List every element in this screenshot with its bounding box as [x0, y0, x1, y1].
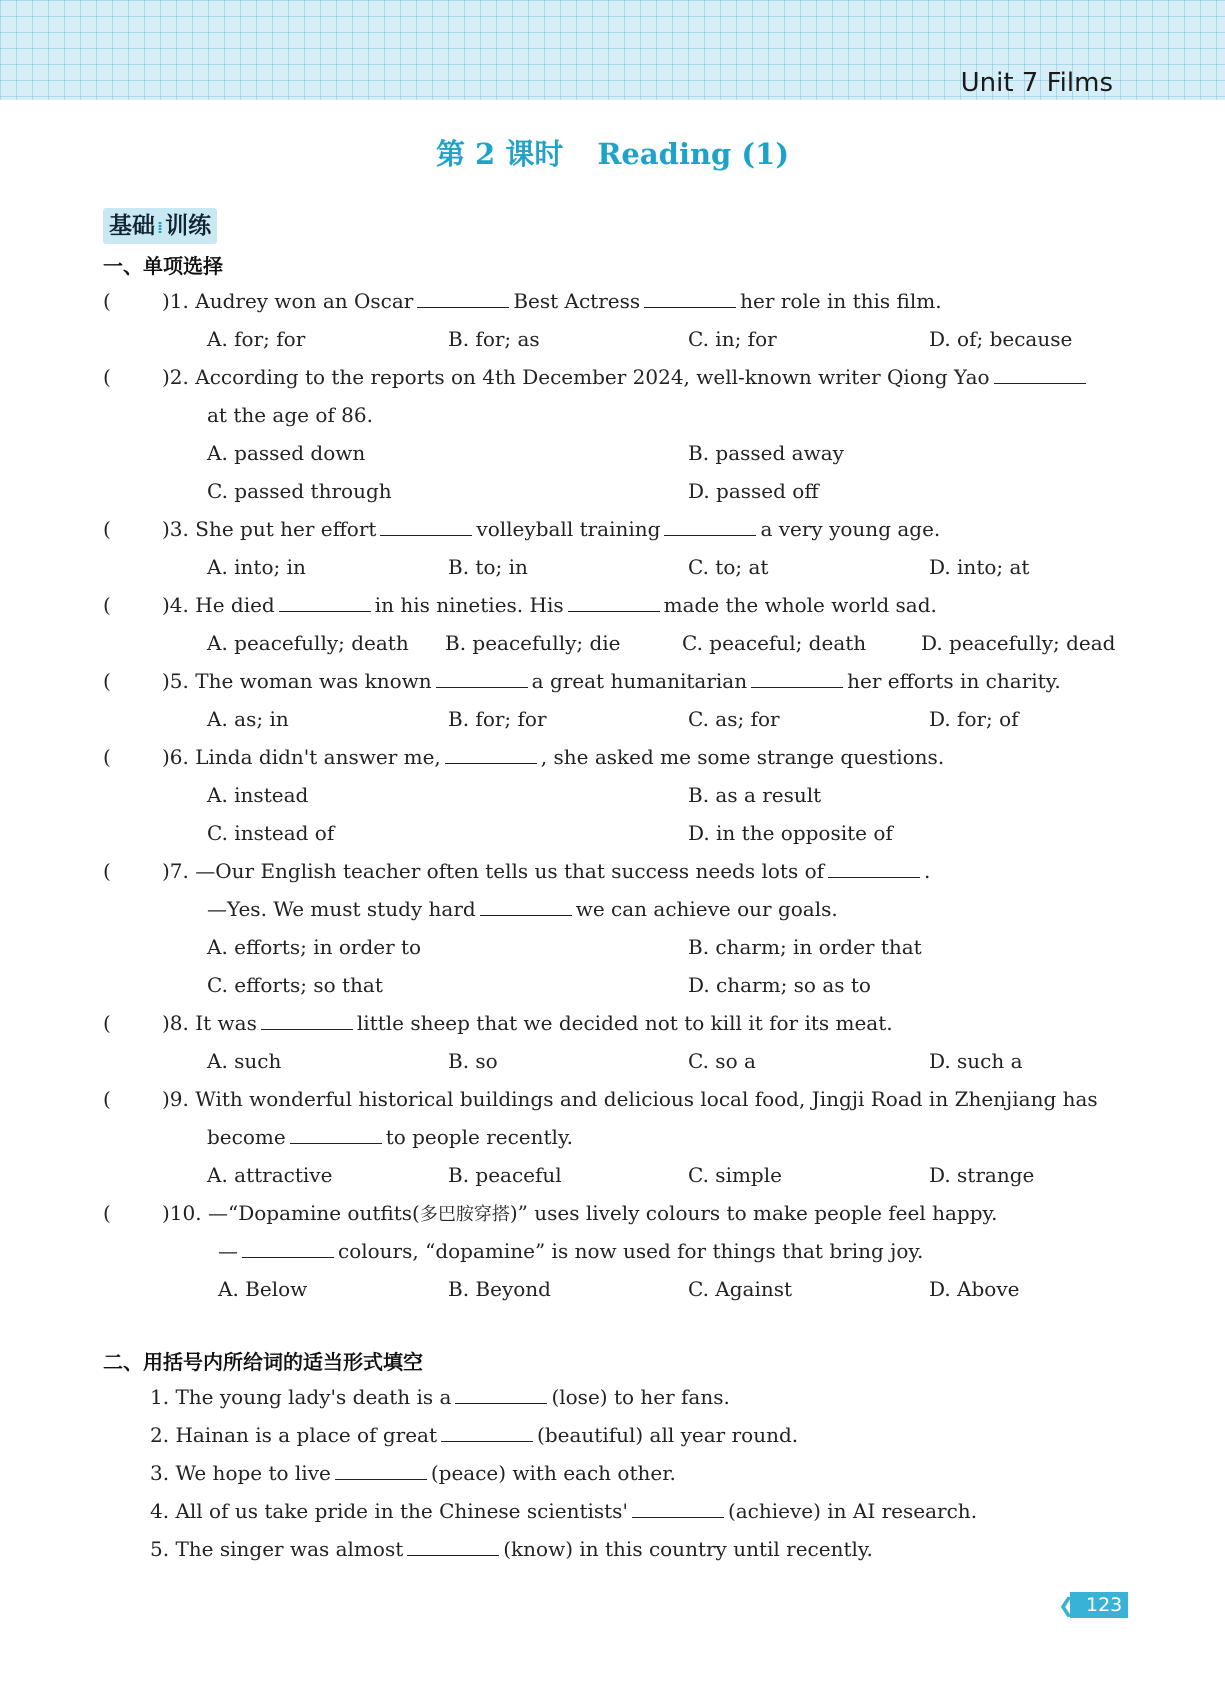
- option-c[interactable]: C. to; at: [688, 555, 769, 579]
- blank[interactable]: [828, 859, 920, 878]
- option-a[interactable]: A. for; for: [207, 327, 306, 351]
- option-c[interactable]: C. as; for: [688, 707, 780, 731]
- blank[interactable]: [644, 289, 736, 308]
- blank[interactable]: [632, 1499, 724, 1518]
- blank[interactable]: [279, 593, 371, 612]
- option-d[interactable]: D. peacefully; dead: [921, 631, 1116, 655]
- option-a[interactable]: A. passed down: [207, 441, 366, 465]
- question-text: )4. He died in his nineties. His made the whole world sad.: [162, 593, 937, 617]
- fill-text: 4. All of us take pride in the Chinese scientists' (achieve) in AI research.: [150, 1499, 978, 1523]
- option-c[interactable]: C. efforts; so that: [207, 973, 383, 997]
- lesson-reading: Reading (1): [597, 137, 790, 171]
- answer-paren[interactable]: (: [103, 859, 111, 883]
- option-d[interactable]: D. for; of: [929, 707, 1019, 731]
- lesson-title: [0, 132, 1225, 173]
- question-text: )9. With wonderful historical buildings and delicious local food, Jingji Road in Zhenjiang has: [162, 1087, 1098, 1111]
- blank[interactable]: [407, 1537, 499, 1556]
- blank[interactable]: [455, 1385, 547, 1404]
- option-b[interactable]: B. passed away: [688, 441, 844, 465]
- option-d[interactable]: D. into; at: [929, 555, 1030, 579]
- question-text: )5. The woman was known a great humanitarian her efforts in charity.: [162, 669, 1061, 693]
- answer-paren[interactable]: (: [103, 745, 111, 769]
- option-c[interactable]: C. passed through: [207, 479, 392, 503]
- option-c[interactable]: C. peaceful; death: [682, 631, 867, 655]
- blank[interactable]: [290, 1125, 382, 1144]
- option-d[interactable]: D. Above: [929, 1277, 1020, 1301]
- unit-title: Unit 7 Films: [960, 68, 1113, 98]
- option-a[interactable]: A. such: [207, 1049, 282, 1073]
- question-text: )6. Linda didn't answer me, , she asked me some strange questions.: [162, 745, 945, 769]
- question-text-cont: become to people recently.: [207, 1125, 573, 1149]
- option-d[interactable]: D. charm; so as to: [688, 973, 871, 997]
- page-number-text: 123: [1086, 1594, 1123, 1616]
- blank[interactable]: [261, 1011, 353, 1030]
- option-b[interactable]: B. Beyond: [448, 1277, 551, 1301]
- question-text: )3. She put her effort volleyball training a very young age.: [162, 517, 941, 541]
- lesson-number: 第 2 课时: [435, 137, 564, 171]
- fill-text: 5. The singer was almost (know) in this country until recently.: [150, 1537, 873, 1561]
- option-c[interactable]: C. in; for: [688, 327, 777, 351]
- question-text: )10. —“Dopamine outfits(多巴胺穿搭)” uses lively colours to make people feel happy.: [162, 1201, 998, 1225]
- option-b[interactable]: B. peacefully; die: [445, 631, 621, 655]
- fill-text: 1. The young lady's death is a (lose) to her fans.: [150, 1385, 730, 1409]
- answer-paren[interactable]: (: [103, 1087, 111, 1111]
- blank[interactable]: [242, 1239, 334, 1258]
- option-c[interactable]: C. so a: [688, 1049, 756, 1073]
- blank[interactable]: [994, 365, 1086, 384]
- question-text-cont: —Yes. We must study hard we can achieve our goals.: [207, 897, 838, 921]
- question-text: )8. It was little sheep that we decided not to kill it for its meat.: [162, 1011, 893, 1035]
- question-text-cont: at the age of 86.: [207, 403, 373, 427]
- option-b[interactable]: B. as a result: [688, 783, 822, 807]
- question-text: )2. According to the reports on 4th December 2024, well-known writer Qiong Yao: [162, 364, 1090, 390]
- blank[interactable]: [445, 745, 537, 764]
- option-a[interactable]: A. attractive: [207, 1163, 333, 1187]
- fill-text: 3. We hope to live (peace) with each other.: [150, 1461, 676, 1485]
- question-text: )7. —Our English teacher often tells us that success needs lots of .: [162, 859, 931, 883]
- badge-right: 训练: [165, 213, 212, 239]
- option-b[interactable]: B. for; for: [448, 707, 547, 731]
- option-c[interactable]: C. simple: [688, 1163, 782, 1187]
- option-b[interactable]: B. to; in: [448, 555, 528, 579]
- option-c[interactable]: C. instead of: [207, 821, 335, 845]
- option-a[interactable]: A. into; in: [207, 555, 306, 579]
- basic-training-badge: [103, 208, 217, 244]
- answer-paren[interactable]: (: [103, 289, 111, 313]
- option-a[interactable]: A. as; in: [207, 707, 289, 731]
- answer-paren[interactable]: (: [103, 593, 111, 617]
- option-c[interactable]: C. Against: [688, 1277, 793, 1301]
- fill-text: 2. Hainan is a place of great (beautiful) all year round.: [150, 1423, 799, 1447]
- dots-icon: ⁞: [157, 218, 164, 237]
- section1-title: 一、单项选择: [103, 254, 223, 278]
- blank[interactable]: [664, 517, 756, 536]
- option-a[interactable]: A. peacefully; death: [207, 631, 409, 655]
- question-text: )1. Audrey won an Oscar Best Actress her role in this film.: [162, 289, 942, 313]
- chevron-left-icon: ❮❮: [1058, 1593, 1080, 1617]
- blank[interactable]: [417, 289, 509, 308]
- blank[interactable]: [480, 897, 572, 916]
- answer-paren[interactable]: (: [103, 669, 111, 693]
- option-d[interactable]: D. in the opposite of: [688, 821, 893, 845]
- option-d[interactable]: D. passed off: [688, 479, 819, 503]
- section2-title: 二、用括号内所给词的适当形式填空: [103, 1350, 423, 1374]
- option-b[interactable]: B. peaceful: [448, 1163, 562, 1187]
- option-a[interactable]: A. Below: [218, 1277, 308, 1301]
- answer-paren[interactable]: (: [103, 1201, 111, 1225]
- option-b[interactable]: B. so: [448, 1049, 498, 1073]
- option-a[interactable]: A. instead: [207, 783, 309, 807]
- option-b[interactable]: B. for; as: [448, 327, 540, 351]
- badge-left: 基础: [109, 213, 155, 239]
- option-b[interactable]: B. charm; in order that: [688, 935, 922, 959]
- blank[interactable]: [380, 517, 472, 536]
- question-text-cont: — colours, “dopamine” is now used for things that bring joy.: [218, 1239, 924, 1263]
- blank[interactable]: [436, 669, 528, 688]
- blank[interactable]: [568, 593, 660, 612]
- blank[interactable]: [751, 669, 843, 688]
- answer-paren[interactable]: (: [103, 1011, 111, 1035]
- blank[interactable]: [441, 1423, 533, 1442]
- option-d[interactable]: D. of; because: [929, 327, 1073, 351]
- option-d[interactable]: D. strange: [929, 1163, 1035, 1187]
- page-number: [1058, 1592, 1128, 1618]
- answer-paren[interactable]: (: [103, 517, 111, 541]
- option-d[interactable]: D. such a: [929, 1049, 1023, 1073]
- blank[interactable]: [335, 1461, 427, 1480]
- chinese-gloss: 多巴胺穿搭: [419, 1204, 510, 1225]
- answer-paren[interactable]: (: [103, 365, 111, 389]
- option-a[interactable]: A. efforts; in order to: [207, 935, 422, 959]
